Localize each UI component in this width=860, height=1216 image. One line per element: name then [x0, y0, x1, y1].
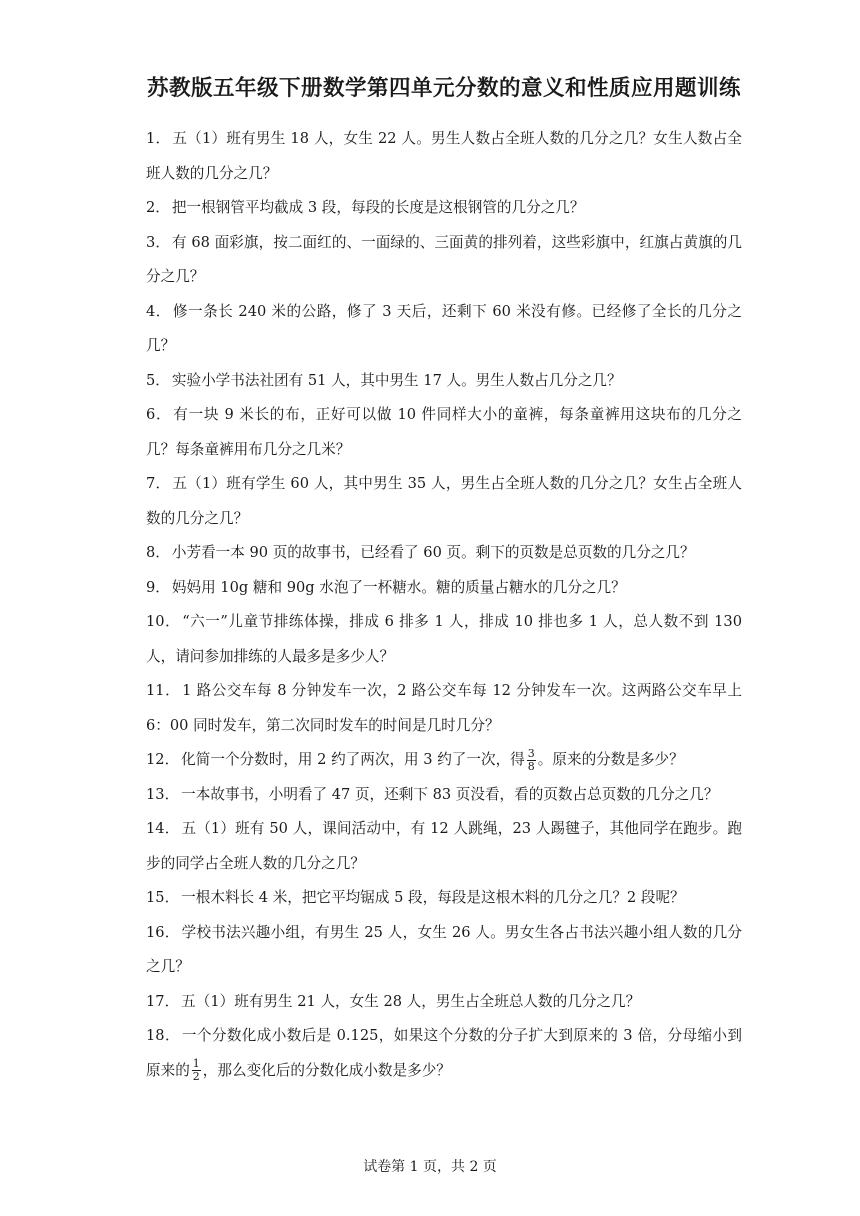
question-item: [146, 916, 742, 985]
question-text: 有 68 面彩旗，按二面红的、一面绿的、三面黄的排列着，这些彩旗中，红旗占黄旗的几分之几？: [146, 233, 742, 285]
question-list: [146, 122, 742, 1088]
question-text: 实验小学书法社团有 51 人，其中男生 17 人。男生人数占几分之几？: [171, 371, 622, 389]
question-item: [146, 605, 742, 674]
question-number: 17．: [146, 992, 180, 1010]
question-text: 一根木料长 4 米，把它平均锯成 5 段，每段是这根木料的几分之几？2 段呢？: [181, 889, 685, 906]
question-item: [146, 226, 742, 295]
page-footer: 试卷第 1 页，共 2 页: [363, 1159, 497, 1175]
question-text: 学校书法兴趣小组，有男生 25 人，女生 26 人。男女生各占书法兴趣小组人数的几分之几？: [146, 923, 742, 975]
question-item: [146, 536, 742, 571]
question-text: 五（1）班有男生 21 人，女生 28 人，男生占全班总人数的几分之几？: [181, 992, 641, 1010]
question-item: [146, 364, 742, 399]
question-number: 13．: [146, 785, 180, 803]
fraction-numerator: 3: [527, 746, 535, 760]
question-item: [146, 191, 742, 226]
fraction-numerator: 1: [192, 1057, 200, 1070]
question-item: [146, 295, 742, 364]
question-text: 妈妈用 10g 糖和 90g 水泡了一杯糖水。糖的质量占糖水的几分之几？: [171, 578, 626, 596]
question-item: [146, 571, 742, 606]
question-text: 修一条长 240 米的公路，修了 3 天后，还剩下 60 米没有修。已经修了全长的几分之几？: [146, 302, 742, 354]
question-number: 5．: [146, 371, 170, 389]
question-text: 1 路公交车每 8 分钟发车一次，2 路公交车每 12 分钟发车一次。这两路公交车早上 6：00 同时发车，第二次同时发车的时间是几时几分？: [146, 682, 742, 734]
question-number: 6．: [146, 406, 172, 423]
question-number: 2．: [146, 199, 170, 216]
question-text: 五（1）班有学生 60 人，其中男生 35 人，男生占全班人数的几分之几？女生占全班人数的几分之几？: [146, 475, 742, 527]
question-item: [146, 674, 742, 743]
fraction: [527, 748, 536, 773]
question-number: 10．: [146, 613, 181, 630]
question-number: 9．: [146, 578, 170, 596]
question-item: [146, 467, 742, 536]
question-text: 把一根钢管平均截成 3 段，每段的长度是这根钢管的几分之几？: [171, 199, 585, 216]
question-text-after: 。原来的分数是多少？: [537, 751, 684, 768]
question-number: 11．: [146, 682, 181, 699]
fraction-denominator: 8: [527, 759, 535, 773]
question-text: “六一”儿童节排练体操，排成 6 排多 1 人，排成 10 排也多 1 人，总人数不到 130 人，请问参加排练的人最多是多少人？: [146, 613, 742, 665]
question-number: 4．: [146, 302, 171, 320]
question-item: [146, 812, 742, 881]
question-text: 五（1）班有男生 18 人，女生 22 人。男生人数占全班人数的几分之几？女生人数占全班人数的几分之几？: [146, 130, 742, 182]
question-item: [146, 985, 742, 1020]
question-item: [146, 1019, 742, 1088]
question-number: 8．: [146, 544, 170, 561]
question-number: 7．: [146, 475, 171, 492]
fraction-denominator: 2: [192, 1070, 200, 1083]
question-number: 16．: [146, 923, 180, 941]
question-text: 五（1）班有 50 人，课间活动中，有 12 人跳绳，23 人踢毽子，其他同学在跑步。跑步的同学占全班人数的几分之几？: [146, 820, 742, 872]
question-item: [146, 398, 742, 467]
question-text-after: ，那么变化后的分数化成小数是多少？: [202, 1061, 451, 1079]
page-title: 苏教版五年级下册数学第四单元分数的意义和性质应用题训练: [146, 76, 741, 101]
question-number: 3．: [146, 233, 170, 251]
question-item: [146, 122, 742, 191]
question-number: 1．: [146, 130, 171, 147]
question-text: 有一块 9 米长的布，正好可以做 10 件同样大小的童裤，每条童裤用这块布的几分之几？每条童裤用布几分之几米？: [146, 406, 742, 458]
question-text: 小芳看一本 90 页的故事书，已经看了 60 页。剩下的页数是总页数的几分之几？: [171, 544, 695, 561]
question-text-before: 一个分数化成小数后是 0.125，如果这个分数的分子扩大到原来的 3 倍，分母缩小到原来的: [146, 1027, 742, 1079]
question-item: [146, 881, 742, 916]
fraction: [192, 1058, 201, 1083]
question-number: 18．: [146, 1027, 180, 1044]
question-number: 14．: [146, 820, 180, 837]
question-text: 一本故事书，小明看了 47 页，还剩下 83 页没看，看的页数占总页数的几分之几？: [181, 785, 719, 803]
question-item: [146, 743, 742, 778]
question-text-before: 化简一个分数时，用 2 约了两次，用 3 约了一次，得: [181, 751, 525, 768]
question-number: 15．: [146, 889, 180, 906]
question-item: [146, 778, 742, 813]
question-number: 12．: [146, 751, 180, 768]
